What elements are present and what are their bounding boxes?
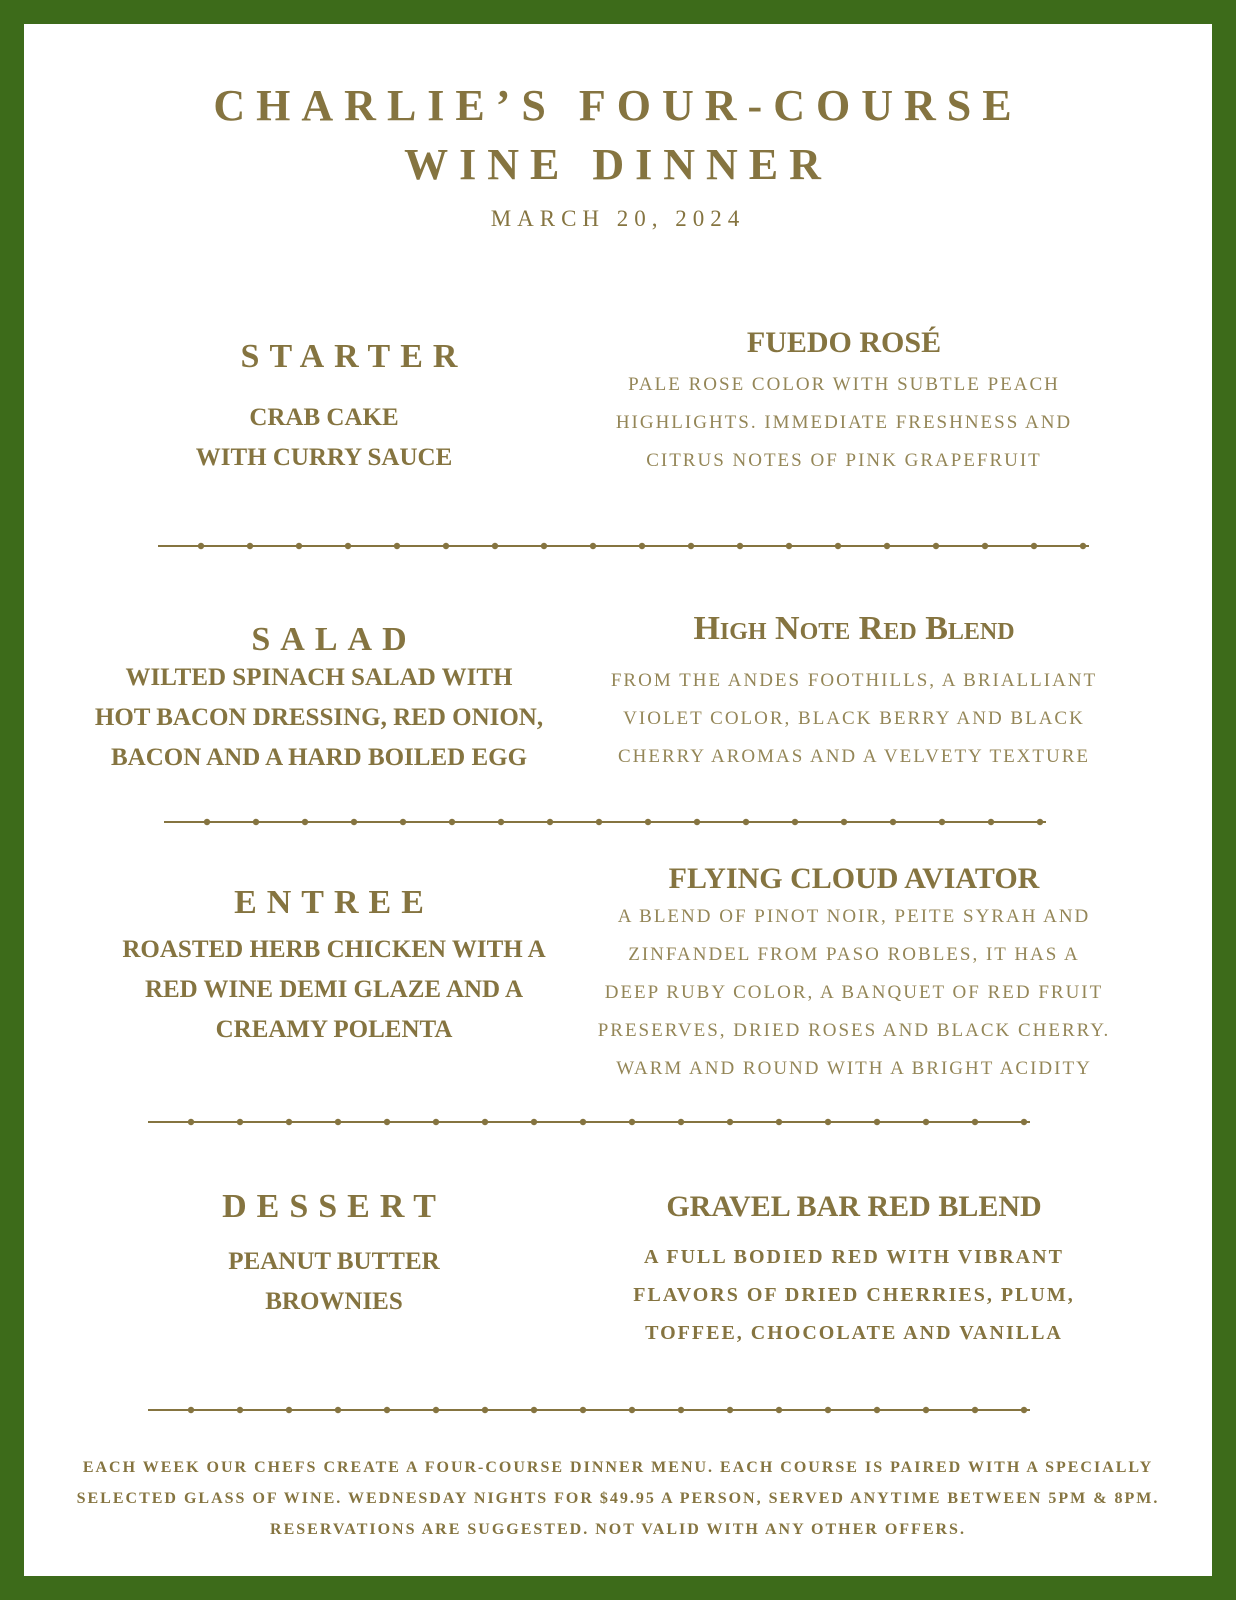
course-name-salad: SALAD [251, 621, 417, 658]
dish-line: WILTED SPINACH SALAD WITH [125, 664, 513, 691]
divider-dot [1080, 543, 1086, 549]
menu-title [24, 76, 1212, 194]
divider-dot [825, 1119, 831, 1125]
divider-dot [694, 819, 700, 825]
footer-line: RESERVATIONS ARE SUGGESTED. NOT VALID WITH ANY OTHER OFFERS. [270, 1521, 966, 1538]
divider-dot [247, 543, 253, 549]
wine-name-starter: FUEDO ROSÉ [746, 326, 942, 359]
divider-dot [237, 1407, 243, 1413]
divider-dot [443, 543, 449, 549]
divider-dot [835, 543, 841, 549]
dotted-divider [148, 1116, 1068, 1128]
dish-line: CREAMY POLENTA [215, 1016, 453, 1043]
wine-desc-line: A FULL BODIED RED WITH VIBRANT [644, 1246, 1064, 1268]
dish-line: HOT BACON DRESSING, RED ONION, [94, 704, 544, 731]
divider-dot [541, 543, 547, 549]
divider-dot [384, 1407, 390, 1413]
divider-dot [678, 1119, 684, 1125]
divider-dot [237, 1119, 243, 1125]
divider-dot [449, 819, 455, 825]
divider-dot [874, 1119, 880, 1125]
divider-dot [737, 543, 743, 549]
course-name-entree: ENTREE [234, 884, 434, 921]
dish-line: ROASTED HERB CHICKEN WITH A [122, 936, 546, 963]
menu-title-line-1: CHARLIE’S FOUR-COURSE [213, 81, 1023, 130]
divider-dot [639, 543, 645, 549]
divider-dot [394, 543, 400, 549]
dish-starter [144, 398, 504, 478]
divider-dot [335, 1407, 341, 1413]
divider-dot [972, 1407, 978, 1413]
divider-dot [874, 1407, 880, 1413]
wine-desc-salad [584, 662, 1124, 776]
menu-footer [44, 1452, 1192, 1545]
divider-dot [688, 543, 694, 549]
wine-desc-dessert [594, 1238, 1114, 1352]
wine-desc-line: CITRUS NOTES OF PINK GRAPEFRUIT [646, 450, 1042, 471]
wine-desc-line: HIGHLIGHTS. IMMEDIATE FRESHNESS AND [615, 412, 1073, 433]
divider-dot [345, 543, 351, 549]
menu-page [24, 24, 1212, 1576]
divider-dot [776, 1407, 782, 1413]
divider-dot [645, 819, 651, 825]
divider-dot [433, 1119, 439, 1125]
dish-entree [104, 930, 564, 1050]
divider-dot [482, 1407, 488, 1413]
divider-dot [302, 819, 308, 825]
divider-dot [825, 1407, 831, 1413]
divider-dot [188, 1119, 194, 1125]
divider-dot [792, 819, 798, 825]
divider-dot [727, 1119, 733, 1125]
divider-dot [433, 1407, 439, 1413]
divider-dot [727, 1407, 733, 1413]
wine-desc-line: PALE ROSE COLOR WITH SUBTLE PEACH [628, 374, 1060, 395]
divider-dot [923, 1119, 929, 1125]
dish-line: RED WINE DEMI GLAZE AND A [144, 976, 524, 1003]
divider-dot [678, 1407, 684, 1413]
divider-dot [580, 1119, 586, 1125]
wine-name-dessert: GRAVEL BAR RED BLEND [666, 1190, 1042, 1223]
divider-dot [531, 1407, 537, 1413]
divider-dot [492, 543, 498, 549]
wine-desc-line: PRESERVES, DRIED ROSES AND BLACK CHERRY. [597, 1020, 1111, 1041]
dotted-divider [164, 816, 1084, 828]
dish-line: WITH CURRY SAUCE [195, 444, 453, 471]
divider-dot [580, 1407, 586, 1413]
dish-salad [74, 658, 564, 778]
divider-dot [335, 1119, 341, 1125]
wine-desc-line: VIOLET COLOR, BLACK BERRY AND BLACK [623, 708, 1085, 729]
divider-dot [884, 543, 890, 549]
divider-dot [933, 543, 939, 549]
divider-dot [786, 543, 792, 549]
divider-dot [590, 543, 596, 549]
wine-name-salad: High Note Red Blend [693, 610, 1015, 647]
dish-line: BROWNIES [265, 1288, 403, 1315]
divider-dot [988, 819, 994, 825]
course-name-starter: STARTER [240, 338, 468, 375]
divider-dot [1021, 1407, 1027, 1413]
dotted-divider [158, 540, 1094, 552]
dish-line: BACON AND A HARD BOILED EGG [110, 744, 528, 771]
dish-line: PEANUT BUTTER [228, 1248, 440, 1275]
wine-desc-starter [594, 366, 1094, 480]
divider-dot [384, 1119, 390, 1125]
divider-dot [351, 819, 357, 825]
wine-desc-line: A BLEND OF PINOT NOIR, PEITE SYRAH AND [617, 906, 1091, 927]
divider-dot [400, 819, 406, 825]
footer-line: EACH WEEK OUR CHEFS CREATE A FOUR-COURSE DINNER MENU. EACH COURSE IS PAIRED WITH A SPECIALLY [82, 1459, 1154, 1476]
event-date: MARCH 20, 2024 [490, 206, 746, 231]
divider-dot [841, 819, 847, 825]
wine-desc-line: DEEP RUBY COLOR, A BANQUET OF RED FRUIT [604, 982, 1104, 1003]
wine-desc-line: ZINFANDEL FROM PASO ROBLES, IT HAS A [628, 944, 1080, 965]
divider-dot [890, 819, 896, 825]
divider-dot [547, 819, 553, 825]
divider-dot [972, 1119, 978, 1125]
wine-name-entree: FLYING CLOUD AVIATOR [668, 862, 1040, 895]
divider-dot [482, 1119, 488, 1125]
divider-dot [629, 1119, 635, 1125]
divider-dot [531, 1119, 537, 1125]
divider-dot [198, 543, 204, 549]
divider-dot [286, 1119, 292, 1125]
divider-dot [204, 819, 210, 825]
wine-desc-line: WARM AND ROUND WITH A BRIGHT ACIDITY [616, 1058, 1092, 1079]
course-name-dessert: DESSERT [222, 1188, 446, 1225]
divider-dot [1037, 819, 1043, 825]
divider-dot [296, 543, 302, 549]
divider-dot [743, 819, 749, 825]
divider-dot [1021, 1119, 1027, 1125]
dish-line: CRAB CAKE [249, 404, 399, 431]
menu-title-line-2: WINE DINNER [404, 140, 832, 189]
divider-dot [939, 819, 945, 825]
divider-dot [629, 1407, 635, 1413]
divider-dot [188, 1407, 194, 1413]
wine-desc-entree [574, 898, 1134, 1088]
divider-dot [596, 819, 602, 825]
wine-desc-line: FROM THE ANDES FOOTHILLS, A BRIALLIANT [610, 670, 1098, 691]
divider-dot [776, 1119, 782, 1125]
divider-dot [286, 1407, 292, 1413]
wine-desc-line: CHERRY AROMAS AND A VELVETY TEXTURE [617, 746, 1091, 767]
wine-desc-line: TOFFEE, CHOCOLATE AND VANILLA [645, 1322, 1063, 1344]
wine-desc-line: FLAVORS OF DRIED CHERRIES, PLUM, [633, 1284, 1075, 1306]
divider-dot [982, 543, 988, 549]
divider-dot [253, 819, 259, 825]
divider-dot [498, 819, 504, 825]
divider-dot [923, 1407, 929, 1413]
divider-dot [1031, 543, 1037, 549]
dish-dessert [184, 1242, 484, 1322]
dotted-divider [148, 1404, 1068, 1416]
footer-line: SELECTED GLASS OF WINE. WEDNESDAY NIGHTS FOR $49.95 A PERSON, SERVED ANYTIME BETWEEN 5PM & 8PM. [76, 1490, 1160, 1507]
